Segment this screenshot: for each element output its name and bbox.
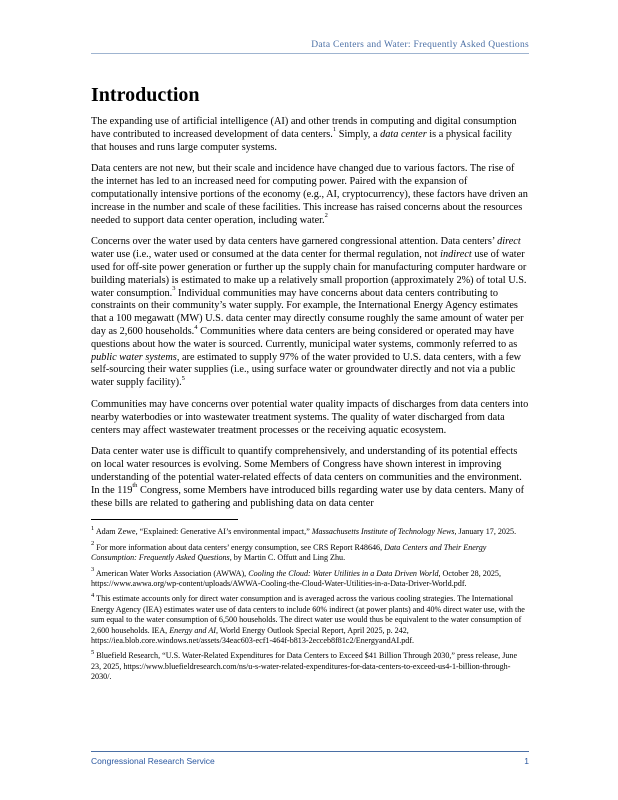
text: use of water used for off-site power generation or further up the supply chain for manufacturing computer hardware or building materials) is estimated to make up a relatively small proportion (approximately 2%) of total U.S. water consumption. — [91, 249, 527, 299]
citation-title[interactable]: Data Centers and Their Energy Consumption: Frequently Asked Questions — [91, 542, 487, 563]
paragraph-4: Communities may have concerns over potential water quality impacts of discharges from data centers into nearby waterbodies or into wastewater treatment systems. The quality of water discharged from data centers may affect wastewater treatment processes or the receiving aquatic ecosystem. — [91, 398, 529, 436]
text: , by Martin C. Offutt and Ling Zhu. — [229, 553, 346, 563]
paragraph-5 — [91, 446, 529, 510]
citation-link[interactable]: , October 28, 2025, https://www.awwa.org/wp-content/uploads/AWWA-Cooling-the-Cloud-Water-Utilities-in-a-Data-Driver-World.pdf. — [91, 568, 501, 588]
text: Concerns over the water used by data centers have garnered congressional attention. Data centers’ — [91, 236, 498, 248]
footnote-ref-1[interactable]: 1 — [332, 126, 337, 134]
text: Congress, some Members have introduced bills regarding water use by data centers. Many of these bills are related to gathering and publishing data on data center — [91, 484, 525, 509]
page-content — [91, 84, 529, 688]
text: , January 17, 2025. — [454, 527, 517, 537]
header-rule — [91, 53, 529, 54]
footnote-number: 1 — [91, 524, 95, 532]
footnote-number: 5 — [91, 648, 95, 656]
footnote-4 — [91, 591, 529, 646]
term-direct: direct — [497, 236, 521, 248]
ordinal-suffix: th — [132, 482, 138, 490]
text: Simply, a — [336, 128, 381, 140]
text: , are estimated to supply 97% of the water provided to U.S. data centers, with a few self-sourcing their water supplies (i.e., using surface water or groundwater directly and not via a public water supply facility). — [91, 351, 522, 389]
footnote-5 — [91, 648, 529, 682]
paragraph-2 — [91, 163, 529, 227]
footnote-ref-5[interactable]: 5 — [181, 374, 185, 382]
text: The expanding use of artificial intelligence (AI) and other trends in computing and digital consumption have contributed to increased development of data centers. — [91, 116, 517, 140]
footnote-ref-3[interactable]: 3 — [172, 285, 176, 293]
footer-publisher: Congressional Research Service — [91, 756, 215, 766]
footnote-number: 2 — [91, 540, 95, 548]
page-number: 1 — [524, 756, 529, 766]
text: water use (i.e., water used or consumed at the data center for thermal regulation, not — [91, 249, 441, 261]
section-heading: Introduction — [91, 84, 200, 106]
footnote-ref-2[interactable]: 2 — [324, 212, 328, 220]
footnote-2 — [91, 540, 529, 564]
text: Communities where data centers are being considered or operated may have questions about how the water is sourced. Currently, municipal water systems, commonly referred to as — [91, 325, 518, 350]
paragraph-3 — [91, 236, 529, 390]
text: Data centers are not new, but their scale and incidence have changed due to various factors. The rise of the internet has led to an increased need for computing power. Paired with the expansion of computationally intensive portions of the economy (e.g., AI, cryptocurrency), these factors have driven an increase in the number and scale of these facilities. This increase has raised concerns about the resources needed to support data center operation, including water. — [91, 163, 528, 226]
footnote-number: 4 — [91, 591, 95, 599]
footnote-separator — [91, 519, 238, 520]
text: Adam Zewe, “Explained: Generative AI’s environmental impact,” — [94, 527, 312, 537]
footnote-number: 3 — [91, 565, 95, 573]
citation-link[interactable]: Bluefield Research, “U.S. Water-Related Expenditures for Data Centers to Exceed $41 Billion Through 2030,” press release, June 23, 2025, https://www.bluefieldresearch.com/ns/u-s-water-related-expenditures-for-data-centers-to-exceed-us4-1-billion-through-2030/. — [91, 651, 518, 682]
citation-title: Energy and AI — [169, 625, 216, 635]
running-head-title: Data Centers and Water: Frequently Asked Questions — [311, 40, 529, 50]
text: American Water Works Association (AWWA), — [94, 568, 249, 578]
text: is a physical facility that houses and runs large computer systems. — [91, 128, 512, 153]
text: Data center water use is difficult to quantify comprehensively, and understanding of its potential effects on local water resources is evolving. Some Members of Congress have shown interest in improving understanding of the potential water-related effects of data centers on communities and the environment. In the 119 — [91, 446, 522, 496]
term-indirect: indirect — [440, 249, 472, 261]
paragraph-1 — [91, 116, 529, 154]
footnote-1 — [91, 524, 529, 537]
footer-rule — [91, 751, 529, 752]
footnote-3 — [91, 565, 529, 590]
text: For more information about data centers’ energy consumption, see CRS Report R48646, — [94, 542, 385, 552]
text: This estimate accounts only for direct water consumption and is averaged across the various cooling strategies. The International Energy Agency (IEA) estimates water use of data centers to include 60% indirect (at power plants) and 40% direct water use, with the sum equal to the water consumption of 6,500 households. The direct water use would thus be equivalent to the water consumption of 2,600 households. IEA, — [91, 594, 525, 635]
citation-link[interactable]: , World Energy Outlook Special Report, April 2025, p. 242, https://iea.blob.core.windows.net/assets/34eac603-ecf1-464f-b813-2ecceb8f81c2/EnergyandAI.pdf. — [91, 625, 415, 645]
citation-title: Massachusetts Institute of Technology News — [311, 527, 455, 537]
term-data-center: data center — [380, 128, 427, 140]
term-public-water-systems: public water systems — [91, 351, 177, 363]
text: Individual communities may have concerns about data centers contributing to constraints on their community’s water supply. For example, the International Energy Agency estimates that a 100 megawatt (MW) U.S. data center may directly consume roughly the same amount of water per day as 2,600 households. — [91, 287, 524, 337]
citation-title: Cooling the Cloud: Water Utilities in a Data Driven World — [248, 568, 439, 578]
footnote-ref-4[interactable]: 4 — [194, 323, 198, 331]
